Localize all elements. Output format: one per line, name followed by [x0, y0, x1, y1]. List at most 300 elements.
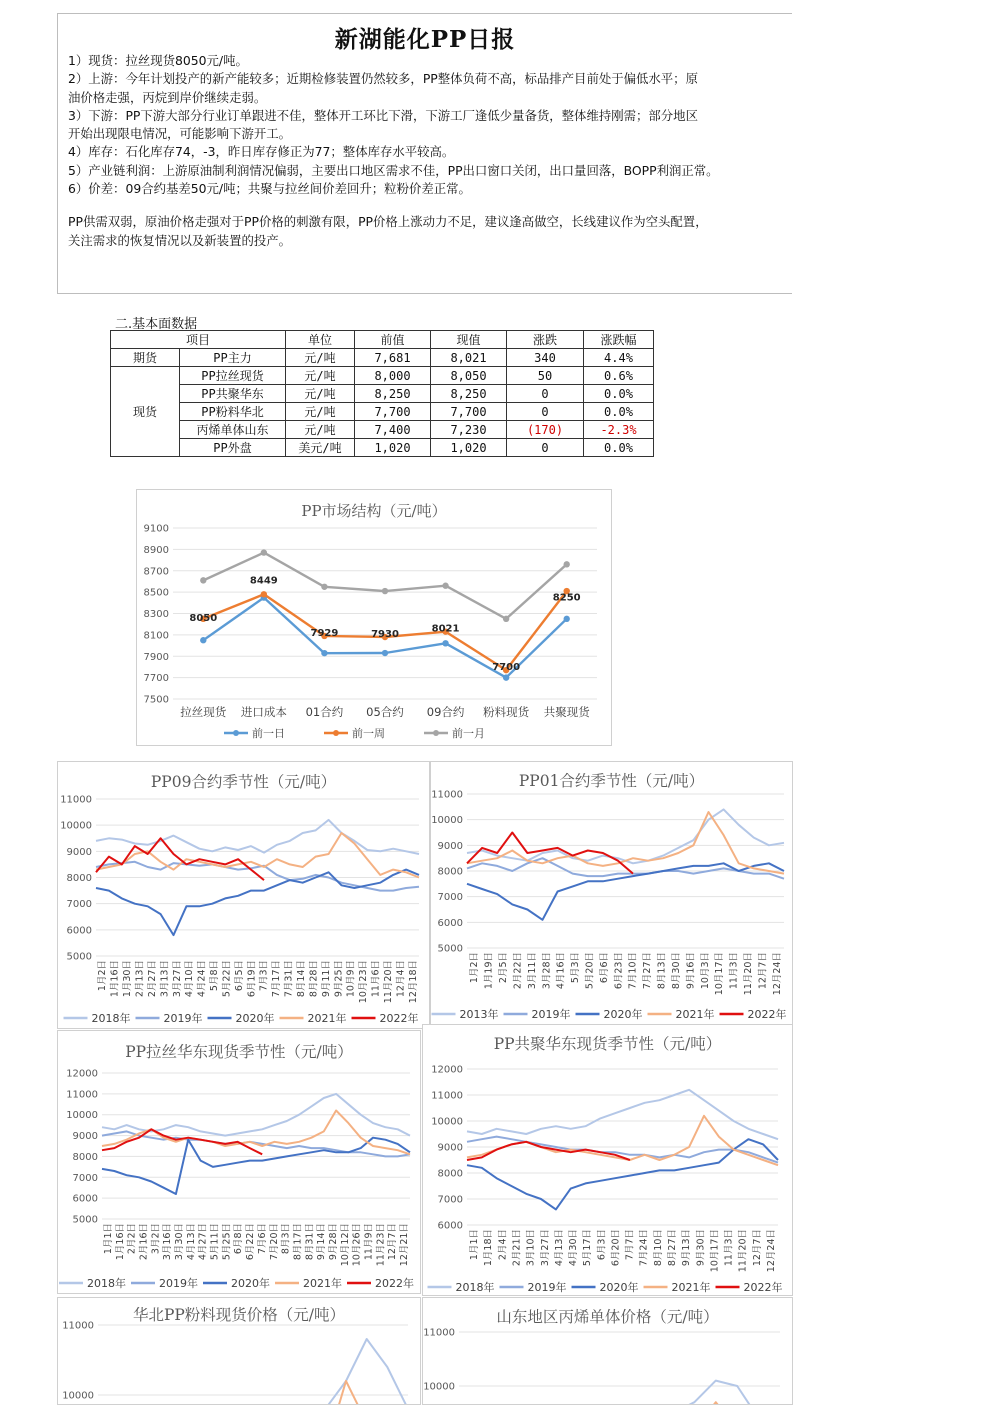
x-tick-label: 5月17日 — [582, 1229, 594, 1267]
legend-label: 2022年 — [747, 1008, 787, 1021]
x-tick-label: 2月16日 — [138, 1223, 150, 1261]
y-tick-label: 10000 — [60, 820, 92, 832]
prev-cell: 1,020 — [355, 439, 431, 457]
series-2021年 — [305, 1381, 388, 1404]
x-tick-label: 7月10日 — [627, 952, 639, 990]
y-tick-label: 10000 — [431, 1116, 463, 1128]
pct-cell: 0.0% — [584, 385, 654, 403]
legend-item — [648, 1007, 715, 1021]
x-tick-label: 9月16日 — [685, 952, 697, 990]
legend-item — [275, 1276, 342, 1290]
x-tick-label: 3月11日 — [526, 952, 538, 990]
legend-item — [428, 1280, 495, 1294]
x-tick-label: 12月18日 — [407, 960, 419, 1004]
x-tick-label: 9月25日 — [333, 960, 345, 998]
header-pct: 涨跌幅 — [584, 331, 654, 349]
y-tick-label: 5000 — [437, 943, 463, 955]
data-point — [382, 588, 388, 594]
x-tick-label: 8月3日 — [280, 1223, 292, 1255]
x-tick-label: 10月9日 — [345, 960, 357, 998]
x-tick-label: 5月20日 — [584, 952, 596, 990]
x-tick-label: 8月31日 — [304, 1223, 316, 1261]
x-tick-label: 11月6日 — [370, 960, 382, 998]
unit-cell: 元/吨 — [286, 367, 355, 385]
x-tick-label: 9月13日 — [681, 1229, 693, 1267]
y-tick-label: 8000 — [72, 1151, 98, 1163]
pct-cell: -2.3% — [584, 421, 654, 439]
chart-title: PP市场结构（元/吨） — [301, 502, 447, 520]
data-point — [503, 616, 509, 622]
x-tick-label: 3月27日 — [171, 960, 183, 998]
table-row — [111, 349, 654, 367]
data-label: 8021 — [431, 623, 460, 635]
series-line — [467, 1090, 778, 1139]
legend-label: 2019年 — [163, 1012, 203, 1025]
pct-cell: 4.4% — [584, 349, 654, 367]
chart-title: PP01合约季节性（元/吨） — [518, 772, 705, 790]
x-tick-label: 09合约 — [426, 705, 465, 719]
table-row — [111, 367, 654, 385]
x-tick-label: 12月7日 — [387, 1223, 399, 1261]
y-tick-label: 8000 — [437, 1168, 463, 1180]
legend-label: 2018年 — [91, 1012, 131, 1025]
x-tick-label: 9月30日 — [695, 1229, 707, 1267]
series-line — [96, 833, 419, 878]
prev-cell: 8,250 — [355, 385, 431, 403]
pct-cell: 0.0% — [584, 439, 654, 457]
unit-cell: 美元/吨 — [286, 439, 355, 457]
legend-item — [720, 1007, 787, 1021]
pp09-seasonal-chart — [57, 761, 430, 1029]
y-tick-label: 12000 — [66, 1068, 98, 1080]
report-box — [57, 13, 792, 294]
report-line: 开始出现限电情况，可能影响下游开工。 — [68, 126, 292, 142]
prev-cell: 7,400 — [355, 421, 431, 439]
data-point — [321, 584, 327, 590]
y-tick-label: 6000 — [72, 1193, 98, 1205]
x-tick-label: 12月4日 — [395, 960, 407, 998]
header-prev: 前值 — [355, 331, 431, 349]
data-label: 8250 — [552, 592, 581, 604]
y-tick-label: 8100 — [143, 630, 169, 642]
table-row — [111, 403, 654, 421]
chart-svg — [58, 1298, 420, 1404]
curr-cell: 8,050 — [431, 367, 507, 385]
x-tick-label: 8月14日 — [295, 960, 307, 998]
legend-label: 2020年 — [603, 1008, 643, 1021]
data-point — [382, 650, 388, 656]
data-point — [442, 583, 448, 589]
x-tick-label: 5月25日 — [221, 1223, 233, 1261]
x-tick-label: 8月17日 — [292, 1223, 304, 1261]
series-line — [98, 1339, 408, 1404]
data-point — [261, 549, 267, 555]
x-tick-label: 1月1日 — [469, 1229, 481, 1261]
y-tick-label: 11000 — [431, 789, 463, 801]
x-tick-label: 3月2日 — [150, 1223, 162, 1255]
legend-label: 前一月 — [452, 727, 485, 740]
basic-data-table — [110, 330, 654, 457]
data-point — [261, 591, 267, 597]
item-cell: PP主力 — [180, 349, 286, 367]
data-point — [200, 577, 206, 583]
legend-label: 2022年 — [743, 1281, 783, 1294]
x-tick-label: 3月10日 — [525, 1229, 537, 1267]
x-tick-label: 2月2日 — [126, 1223, 138, 1255]
chart-title: PP拉丝华东现货季节性（元/吨） — [125, 1043, 353, 1061]
prev-cell: 8,000 — [355, 367, 431, 385]
table-row — [111, 439, 654, 457]
data-point — [200, 637, 206, 643]
report-title: 新湖能化PP日报 — [334, 26, 516, 53]
legend-label: 2022年 — [375, 1277, 414, 1290]
legend-label: 2021年 — [675, 1008, 715, 1021]
x-tick-label: 7月31日 — [283, 960, 295, 998]
y-tick-label: 10000 — [431, 815, 463, 827]
report-line: 5）产业链利润：上游原油制利润情况偏弱，主要出口地区需求不佳，PP出口窗口关闭，出口量回落，BOPP利润正常。 — [68, 162, 719, 178]
series-2018年 — [98, 1339, 408, 1404]
y-tick-label: 9000 — [72, 1131, 98, 1143]
x-tick-label: 3月13日 — [159, 960, 171, 998]
series-2021年 — [96, 833, 419, 878]
x-tick-label: 11月3日 — [723, 1229, 735, 1267]
x-tick-label: 5月8日 — [209, 960, 221, 992]
curr-cell: 7,700 — [431, 403, 507, 421]
x-tick-label: 10月17日 — [709, 1229, 721, 1273]
legend-label: 2021年 — [303, 1277, 342, 1290]
y-tick-label: 8900 — [143, 544, 169, 556]
x-tick-label: 12月7日 — [751, 1229, 763, 1267]
chg-cell: 0 — [507, 439, 584, 457]
legend-label: 2021年 — [307, 1012, 347, 1025]
item-cell: PP粉料华北 — [180, 403, 286, 421]
report-line: 6）价差：09合约基差50元/吨；共聚与拉丝间价差回升；粒粉价差正常。 — [68, 181, 471, 197]
x-tick-label: 共聚现货 — [543, 705, 590, 719]
legend-item — [203, 1276, 270, 1290]
report-body — [68, 52, 788, 250]
x-tick-label: 10月3日 — [699, 952, 711, 990]
x-tick-label: 4月27日 — [197, 1223, 209, 1261]
x-tick-label: 11月20日 — [382, 960, 394, 1004]
y-tick-label: 8700 — [143, 566, 169, 578]
x-tick-label: 4月13日 — [185, 1223, 197, 1261]
summary-line: PP供需双弱，原油价格走强对于PP价格的刺激有限，PP价格上涨动力不足，建议逢高做空，长线建议作为空头配置， — [68, 214, 708, 230]
x-tick-label: 12月7日 — [757, 952, 769, 990]
x-tick-label: 1月2日 — [97, 960, 109, 992]
legend-item — [504, 1007, 571, 1021]
y-tick-label: 7000 — [437, 892, 463, 904]
chg-cell: 340 — [507, 349, 584, 367]
y-tick-label: 9100 — [143, 523, 169, 535]
table-row — [111, 385, 654, 403]
unit-cell: 元/吨 — [286, 403, 355, 421]
x-tick-label: 10月26日 — [351, 1223, 363, 1267]
chart-title: PP09合约季节性（元/吨） — [150, 773, 337, 791]
data-label: 7700 — [492, 662, 521, 674]
y-tick-label: 6000 — [437, 1220, 463, 1232]
y-tick-label: 7500 — [143, 694, 169, 706]
item-cell: PP外盘 — [180, 439, 286, 457]
pp-drawn-spot-seasonal-chart — [57, 1030, 421, 1294]
chart-title: PP共聚华东现货季节性（元/吨） — [493, 1035, 722, 1053]
unit-cell: 元/吨 — [286, 349, 355, 367]
legend-label: 2019年 — [159, 1277, 198, 1290]
legend-item — [716, 1280, 783, 1294]
data-label: 7929 — [310, 627, 339, 639]
x-tick-label: 7月17日 — [271, 960, 283, 998]
chart-title: 华北PP粉料现货价格（元/吨） — [132, 1306, 346, 1324]
table-header-row — [111, 331, 654, 349]
y-tick-label: 9000 — [437, 840, 463, 852]
x-tick-label: 3月27日 — [539, 1229, 551, 1267]
legend-label: 前一周 — [352, 727, 385, 740]
series-2020年 — [102, 1138, 410, 1194]
legend-item — [64, 1011, 131, 1025]
group-cell: 期货 — [111, 349, 180, 367]
data-point — [442, 640, 448, 646]
series-line — [102, 1138, 410, 1194]
series-line — [96, 838, 264, 880]
y-tick-label: 11000 — [62, 1320, 94, 1332]
x-tick-label: 7月20日 — [268, 1223, 280, 1261]
chg-cell: (170) — [507, 421, 584, 439]
data-point — [503, 674, 509, 680]
pct-cell: 0.0% — [584, 403, 654, 421]
legend-label: 2022年 — [379, 1012, 419, 1025]
x-tick-label: 2月22日 — [512, 952, 524, 990]
curr-cell: 7,230 — [431, 421, 507, 439]
x-tick-label: 1月16日 — [109, 960, 121, 998]
data-point — [564, 561, 570, 567]
report-line: 2）上游：今年计划投产的新产能较多；近期检修装置仍然较多，PP整体负荷不高，标品排产目前处于偏低水平；原 — [68, 71, 698, 87]
chart-svg — [58, 1031, 420, 1293]
data-point — [564, 616, 570, 622]
y-tick-label: 6000 — [66, 925, 92, 937]
series-2020年 — [467, 863, 784, 920]
legend-label: 2018年 — [455, 1281, 495, 1294]
legend-label: 2019年 — [531, 1008, 571, 1021]
y-tick-label: 10000 — [62, 1390, 94, 1402]
data-label: 8050 — [189, 612, 218, 624]
x-tick-label: 05合约 — [366, 705, 404, 719]
legend-label: 2020年 — [599, 1281, 639, 1294]
x-tick-label: 6月22日 — [245, 1223, 257, 1261]
legend-item — [136, 1011, 203, 1025]
curr-cell: 8,250 — [431, 385, 507, 403]
x-tick-label: 10月12日 — [339, 1223, 351, 1267]
item-cell: PP共聚华东 — [180, 385, 286, 403]
y-tick-label: 7700 — [143, 673, 169, 685]
chart-svg — [423, 1025, 792, 1295]
x-tick-label: 9月14日 — [316, 1223, 328, 1261]
y-tick-label: 8300 — [143, 609, 169, 620]
x-tick-label: 9月28日 — [328, 1223, 339, 1261]
y-tick-label: 11000 — [431, 1090, 463, 1102]
y-tick-label: 9000 — [66, 846, 92, 858]
north-china-powder-chart — [57, 1297, 421, 1405]
unit-cell: 元/吨 — [286, 421, 355, 439]
legend-marker — [233, 730, 239, 736]
pct-cell: 0.6% — [584, 367, 654, 385]
x-tick-label: 1月1日 — [102, 1223, 114, 1255]
legend-item — [280, 1011, 347, 1025]
legend-item — [208, 1011, 275, 1025]
item-cell: 丙烯单体山东 — [180, 421, 286, 439]
x-tick-label: 12月21日 — [399, 1223, 411, 1267]
x-tick-label: 10月23日 — [358, 960, 370, 1004]
header-curr: 现值 — [431, 331, 507, 349]
pp-copolymer-spot-seasonal-chart — [422, 1024, 793, 1296]
y-tick-label: 11000 — [66, 1089, 98, 1101]
y-tick-label: 5000 — [66, 951, 92, 963]
x-tick-label: 2月21日 — [511, 1229, 523, 1267]
chg-cell: 0 — [507, 385, 584, 403]
table-row — [111, 421, 654, 439]
x-tick-label: 1月2日 — [469, 952, 481, 984]
series-line — [459, 1381, 780, 1404]
x-tick-label: 11月20日 — [737, 1229, 749, 1273]
data-point — [321, 650, 327, 656]
legend-item — [352, 1011, 419, 1025]
y-tick-label: 5000 — [72, 1214, 98, 1226]
x-tick-label: 11月9日 — [363, 1223, 375, 1261]
y-tick-label: 8000 — [437, 866, 463, 878]
x-tick-label: 1月19日 — [483, 952, 495, 990]
summary-line: 关注需求的恢复情况以及新装置的投产。 — [68, 232, 292, 248]
x-tick-label: 5月11日 — [209, 1223, 221, 1261]
x-tick-label: 进口成本 — [240, 705, 287, 719]
legend-item — [576, 1007, 643, 1021]
legend-item — [347, 1276, 414, 1290]
y-tick-label: 7000 — [437, 1194, 463, 1206]
x-tick-label: 4月13日 — [553, 1229, 565, 1267]
series-line — [96, 862, 419, 891]
legend-item — [572, 1280, 639, 1294]
x-tick-label: 6月5日 — [233, 960, 245, 992]
chart-svg — [58, 762, 429, 1028]
y-tick-label: 8500 — [143, 587, 169, 599]
y-tick-label: 10000 — [66, 1110, 98, 1122]
x-tick-label: 6月20日 — [610, 1229, 622, 1267]
x-tick-label: 11月3日 — [728, 952, 740, 990]
x-tick-label: 7月3日 — [258, 960, 270, 992]
report-line: 4）库存：石化库存74，-3，昨日库存修正为77；整体库存水平较高。 — [68, 144, 455, 160]
series-2018年 — [467, 1090, 778, 1139]
x-tick-label: 拉丝现货 — [180, 705, 227, 719]
series-line — [305, 1381, 388, 1404]
unit-cell: 元/吨 — [286, 385, 355, 403]
item-cell: PP拉丝现货 — [180, 367, 286, 385]
chg-cell: 50 — [507, 367, 584, 385]
x-tick-label: 8月30日 — [670, 952, 682, 990]
x-tick-label: 2月27日 — [146, 960, 158, 998]
y-tick-label: 11000 — [423, 1327, 455, 1339]
x-tick-label: 8月28日 — [308, 960, 320, 998]
x-tick-label: 4月16日 — [555, 952, 567, 990]
legend-label: 2020年 — [231, 1277, 270, 1290]
section-title: 二.基本面数据 — [115, 317, 198, 332]
chg-cell: 0 — [507, 403, 584, 421]
y-tick-label: 7000 — [66, 899, 92, 911]
x-tick-label: 3月30日 — [174, 1223, 185, 1261]
x-tick-label: 1月18日 — [483, 1229, 495, 1267]
y-tick-label: 7900 — [143, 651, 169, 663]
x-tick-label: 7月7日 — [624, 1229, 636, 1261]
legend-label: 2021年 — [671, 1281, 711, 1294]
x-tick-label: 9月11日 — [320, 960, 332, 998]
report-line: 3）下游：PP下游大部分行业订单跟进不佳，整体开工环比下滑，下游工厂逢低少量备货，整体维持刚需；部分地区 — [68, 107, 698, 123]
x-tick-label: 6月6日 — [598, 952, 610, 984]
curr-cell: 1,020 — [431, 439, 507, 457]
legend-label: 2020年 — [235, 1012, 275, 1025]
y-tick-label: 7000 — [72, 1172, 98, 1184]
legend-item — [324, 726, 385, 740]
x-tick-label: 4月30日 — [568, 1229, 580, 1267]
legend-marker — [433, 730, 439, 736]
x-tick-label: 1月30日 — [122, 960, 134, 998]
x-tick-label: 7月24日 — [638, 1229, 650, 1267]
legend-item — [59, 1276, 126, 1290]
x-tick-label: 8月27日 — [666, 1229, 678, 1267]
shandong-propylene-chart — [422, 1297, 793, 1405]
legend-label: 2019年 — [527, 1281, 567, 1294]
chart-svg — [431, 762, 792, 1024]
group-cell: 现货 — [111, 367, 180, 457]
x-tick-label: 10月17日 — [714, 952, 726, 996]
x-tick-label: 2月5日 — [498, 952, 510, 984]
pp01-seasonal-chart — [430, 761, 793, 1025]
x-tick-label: 7月27日 — [642, 952, 654, 990]
curr-cell: 8,021 — [431, 349, 507, 367]
x-tick-label: 6月19日 — [246, 960, 258, 998]
x-tick-label: 5月22日 — [221, 960, 233, 998]
x-tick-label: 6月8日 — [233, 1223, 245, 1255]
series-line — [96, 870, 419, 936]
x-tick-label: 3月28日 — [541, 952, 553, 990]
x-tick-label: 7月6日 — [256, 1223, 268, 1255]
x-tick-label: 2月13日 — [134, 960, 146, 998]
x-tick-label: 4月10日 — [184, 960, 196, 998]
legend-label: 2018年 — [87, 1277, 126, 1290]
x-tick-label: 12月24日 — [765, 1229, 777, 1273]
y-tick-label: 9000 — [437, 1142, 463, 1154]
x-tick-label: 6月23日 — [613, 952, 625, 990]
header-chg: 涨跌 — [507, 331, 584, 349]
y-tick-label: 11000 — [60, 794, 92, 806]
x-tick-label: 8月10日 — [652, 1229, 664, 1267]
series-2022年 — [96, 838, 264, 880]
y-tick-label: 10000 — [423, 1381, 455, 1393]
x-tick-label: 5月3日 — [570, 952, 582, 984]
y-tick-label: 8000 — [66, 873, 92, 884]
chart-svg — [137, 490, 611, 745]
x-tick-label: 6月3日 — [596, 1229, 608, 1261]
x-tick-label: 粉料现货 — [483, 705, 530, 719]
data-label: 8449 — [249, 575, 278, 587]
legend-item — [424, 726, 485, 740]
x-tick-label: 2月4日 — [497, 1229, 509, 1261]
legend-marker — [333, 730, 339, 736]
x-tick-label: 8月13日 — [656, 952, 668, 990]
legend-item — [131, 1276, 198, 1290]
series-2019年 — [96, 862, 419, 891]
header-unit: 单位 — [286, 331, 355, 349]
x-tick-label: 12月24日 — [771, 952, 783, 996]
legend-item — [500, 1280, 567, 1294]
x-tick-label: 1月16日 — [114, 1223, 126, 1261]
x-tick-label: 4月24日 — [196, 960, 208, 998]
report-line: 油价格走强，丙烷到岸价继续走弱。 — [68, 89, 267, 105]
